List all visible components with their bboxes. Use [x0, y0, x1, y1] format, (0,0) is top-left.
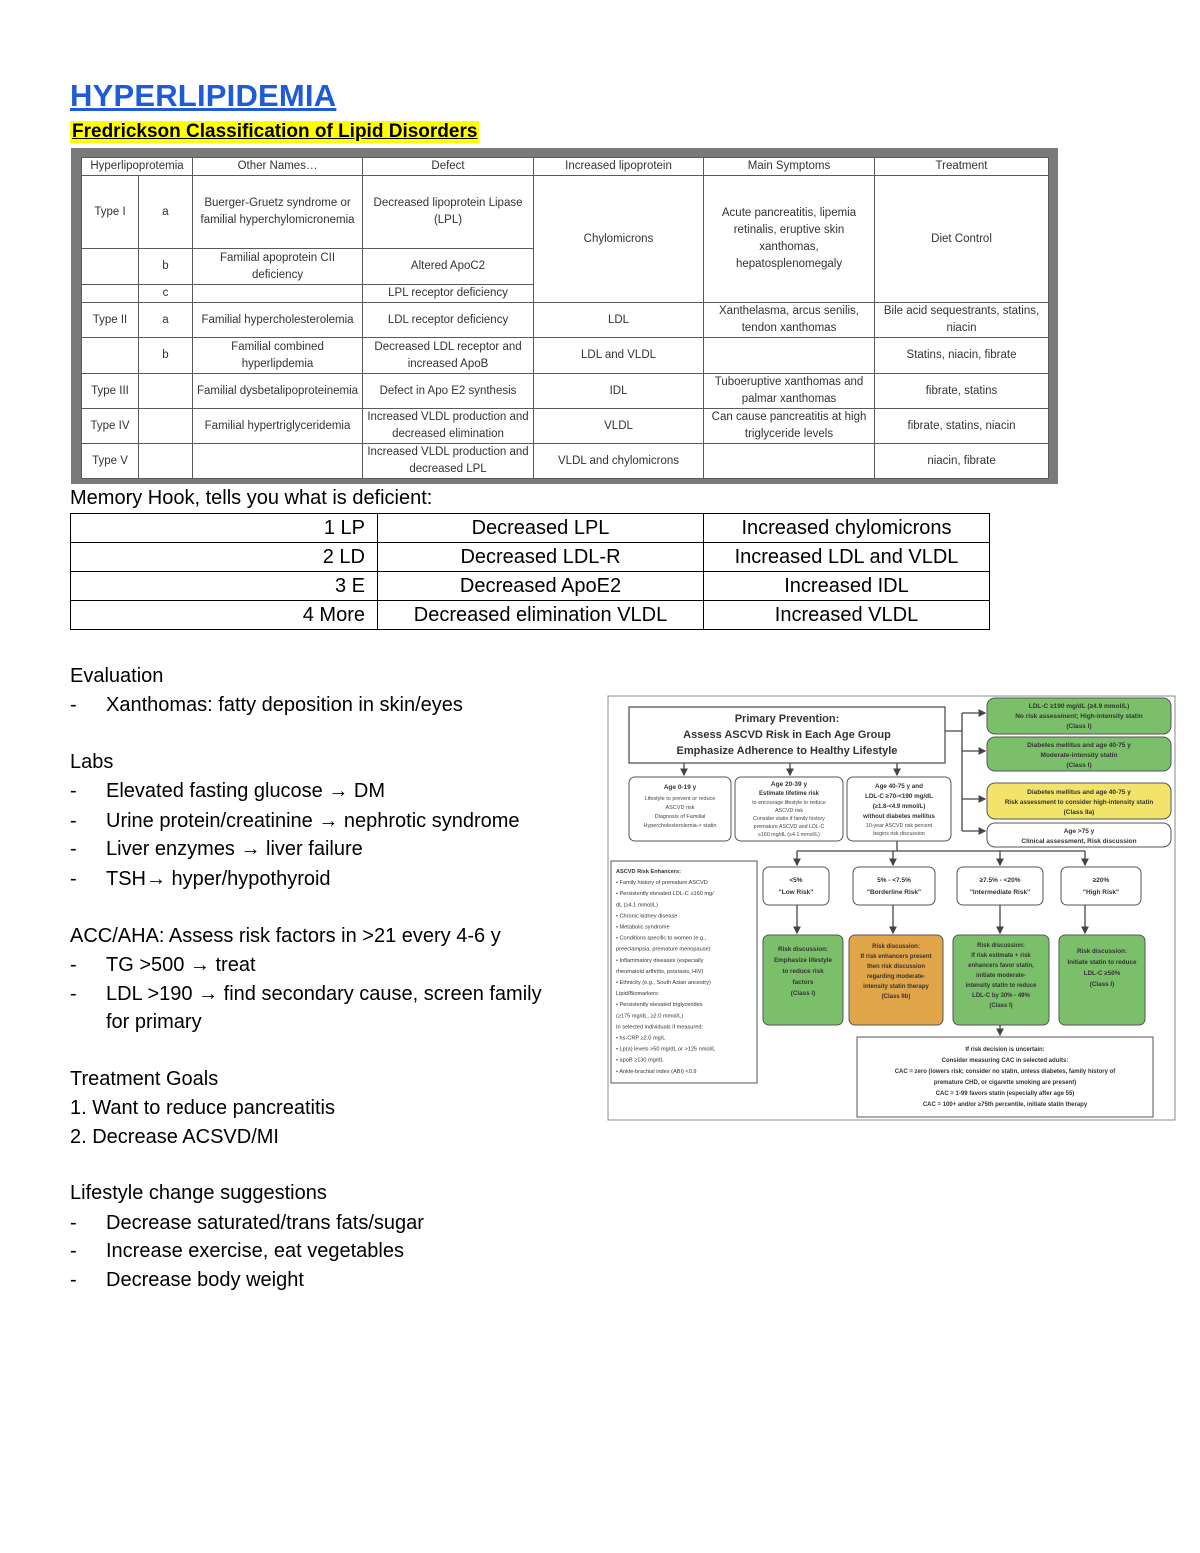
- flow-text: begins risk discussion: [873, 831, 925, 837]
- flow-text: Risk discussion:: [872, 944, 920, 950]
- table-cell: Decreased LDL-R: [378, 543, 704, 572]
- header-cell: Main Symptoms: [704, 158, 875, 176]
- table-cell: Defect in Apo E2 synthesis: [363, 374, 534, 409]
- flow-text: to encourage lifestyle to reduce: [752, 800, 826, 806]
- fredrickson-table-image: [71, 148, 1058, 484]
- flow-text: LDL-C ≥190 mg/dL (≥4.9 mmol/L): [1028, 703, 1130, 710]
- flow-text: Age 0-19 y: [663, 784, 697, 791]
- table-cell: Increased VLDL production and decreased LPL: [363, 444, 534, 479]
- low-risk-box: [763, 867, 829, 905]
- borderline-risk-box: [853, 867, 935, 905]
- flow-text: Assess ASCVD Risk in Each Age Group: [683, 729, 891, 741]
- table-cell: VLDL and chylomicrons: [534, 444, 704, 479]
- table-cell: Type II: [82, 303, 139, 338]
- flow-text: CAC = 1-99 favors statin (especially after age 55): [935, 1091, 1075, 1097]
- flow-text: ASCVD risk: [665, 805, 695, 811]
- flow-text: Risk discussion:: [777, 946, 829, 953]
- flow-text: Initiate statin to reduce: [1067, 959, 1137, 966]
- flow-text: (≥175 mg/dL, ≥2.0 mmol/L): [616, 1013, 684, 1020]
- list-item-text: Urine protein/creatinine → nephrotic syndrome: [106, 810, 520, 832]
- flow-text: Diabetes mellitus and age 40-75 y: [1027, 742, 1131, 749]
- table-cell: [82, 285, 139, 303]
- table-cell: LDL and VLDL: [534, 338, 704, 374]
- page-subtitle: Fredrickson Classification of Lipid Disorders: [72, 121, 478, 142]
- header-cell: Increased lipoprotein: [534, 158, 704, 176]
- table-cell: Familial hypercholesterolemia: [193, 303, 363, 338]
- table-row: [82, 444, 1049, 479]
- flow-text: LDL-C by 30% - 49%: [972, 993, 1030, 999]
- flow-text: Age >75 y: [1063, 828, 1095, 835]
- flow-text: Diabetes mellitus and age 40-75 y: [1027, 789, 1131, 796]
- flow-text: ≥20%: [1092, 877, 1110, 884]
- flow-text: CAC = zero (lowers risk; consider no statin, unless diabetes, family history of: [894, 1069, 1116, 1075]
- table-cell: 1 LP: [71, 514, 378, 543]
- table-cell: Increased LDL and VLDL: [704, 543, 990, 572]
- table-cell: [139, 409, 193, 444]
- table-cell: Xanthelasma, arcus senilis, tendon xanthomas: [704, 303, 875, 338]
- flow-text: LDL-C ≥70-<190 mg/dL: [864, 793, 934, 800]
- flow-text: premature ASCVD and LDL-C: [753, 824, 825, 830]
- table-header-row: [82, 158, 1049, 176]
- flow-text: premature CHD, or cigarette smoking are present): [933, 1080, 1077, 1086]
- lifestyle-heading: Lifestyle change suggestions: [70, 1182, 327, 1204]
- table-cell: b: [139, 338, 193, 374]
- table-cell: LDL receptor deficiency: [363, 303, 534, 338]
- table-cell: Familial combined hyperlipdemia: [193, 338, 363, 374]
- list-item: 2. Decrease ACSVD/MI: [70, 1126, 279, 1148]
- flow-text: Age 20-39 y: [770, 781, 808, 788]
- flow-text: "Low Risk": [778, 889, 814, 896]
- flow-text: intensity statin to reduce: [965, 983, 1037, 989]
- flow-text: No risk assessment; High-intensity statin: [1015, 713, 1143, 720]
- flow-text: Age 40-75 y and: [875, 783, 923, 790]
- list-item: 1. Want to reduce pancreatitis: [70, 1097, 335, 1119]
- table-cell: niacin, fibrate: [875, 444, 1049, 479]
- flow-text: (≥1.8-<4.9 mmol/L): [872, 804, 926, 810]
- flow-text: ≥160 mg/dL (≥4.1 mmol/L): [758, 832, 820, 838]
- table-row: [71, 543, 990, 572]
- flow-text: If risk enhancers present: [860, 954, 932, 960]
- flow-text: Emphasize lifestyle: [773, 957, 833, 964]
- table-cell: 3 E: [71, 572, 378, 601]
- flow-text: regarding moderate-: [866, 974, 926, 980]
- table-cell: [193, 444, 363, 479]
- flow-text: Risk assessment to consider high-intensity statin: [1004, 799, 1154, 806]
- treatment-goals-heading: Treatment Goals: [70, 1068, 219, 1090]
- table-row: [71, 601, 990, 630]
- table-cell: Chylomicrons: [534, 176, 704, 303]
- flow-text: • Inflammatory diseases (especially: [616, 957, 704, 964]
- table-cell: [704, 338, 875, 374]
- table-cell: [139, 444, 193, 479]
- flow-text: • Persistently elevated triglycerides: [616, 1002, 703, 1009]
- flow-text: • Persistently elevated LDL-C ≥160 mg/: [616, 891, 714, 898]
- table-cell: Bile acid sequestrants, statins, niacin: [875, 303, 1049, 338]
- flow-text: Moderate-intensity statin: [1040, 752, 1118, 759]
- flow-text: 10-year ASCVD risk percent: [865, 823, 933, 829]
- table-row: [71, 572, 990, 601]
- flow-text: Consider statin if family history: [753, 816, 825, 822]
- table-cell: Familial hypertriglyceridemia: [193, 409, 363, 444]
- table-cell: [704, 444, 875, 479]
- flow-text: preeclampsia, premature menopause): [616, 946, 711, 953]
- flow-text: (Class IIb): [881, 994, 911, 1000]
- table-cell: LDL: [534, 303, 704, 338]
- flow-text: (Class I): [989, 1003, 1013, 1009]
- flow-text: Consider measuring CAC in selected adults:: [941, 1058, 1069, 1064]
- intermediate-risk-box: [957, 867, 1043, 905]
- flow-text: • Family history of premature ASCVD: [616, 880, 708, 887]
- table-cell: [82, 338, 139, 374]
- table-cell: 4 More: [71, 601, 378, 630]
- flow-text: ASCVD risk: [775, 808, 803, 814]
- table-cell: Tuboeruptive xanthomas and palmar xanthomas: [704, 374, 875, 409]
- flow-text: Risk discussion:: [977, 943, 1025, 949]
- list-item-text: Xanthomas: fatty deposition in skin/eyes: [106, 694, 463, 716]
- flow-text: initiate moderate-: [975, 973, 1027, 979]
- table-cell: Decreased LDL receptor and increased ApoB: [363, 338, 534, 374]
- page-title: HYPERLIPIDEMIA: [70, 78, 337, 113]
- flow-text: Lifestyle to prevent or reduce: [644, 796, 716, 802]
- flow-text: (Class I): [1089, 981, 1115, 988]
- table-cell: b: [139, 249, 193, 285]
- list-item-text: TG >500 → treat: [106, 954, 256, 976]
- flow-text: • Ethnicity (e.g., South Asian ancestry): [616, 980, 711, 986]
- table-cell: fibrate, statins: [875, 374, 1049, 409]
- header-cell: Hyperlipoprotemia: [82, 158, 193, 176]
- table-cell: Type III: [82, 374, 139, 409]
- table-cell: Diet Control: [875, 176, 1049, 303]
- flow-text: If risk decision is uncertain:: [965, 1047, 1045, 1053]
- flow-text: "Borderline Risk": [866, 889, 922, 896]
- table-cell: [82, 249, 139, 285]
- table-cell: Type IV: [82, 409, 139, 444]
- ascvd-flowchart-image: [607, 695, 1176, 1121]
- table-cell: Familial dysbetalipoproteinemia: [193, 374, 363, 409]
- flowchart-svg: [607, 695, 1176, 1121]
- table-cell: Acute pancreatitis, lipemia retinalis, eruptive skin xanthomas, hepatosplenomegaly: [704, 176, 875, 303]
- flow-text: • Lp(a) levels >50 mg/dL or >125 nmol/L: [616, 1046, 716, 1053]
- flow-text: (Class I): [1066, 762, 1092, 769]
- flow-text: 5% - <7.5%: [877, 877, 911, 884]
- table-cell: Decreased elimination VLDL: [378, 601, 704, 630]
- table-cell: Increased VLDL production and decreased elimination: [363, 409, 534, 444]
- high-risk-box: [1061, 867, 1141, 905]
- flow-text: LDL-C ≥50%: [1083, 970, 1121, 977]
- table-cell: IDL: [534, 374, 704, 409]
- flow-text: (Class I): [790, 990, 816, 997]
- table-cell: Decreased LPL: [378, 514, 704, 543]
- list-item-text: Elevated fasting glucose → DM: [106, 780, 386, 802]
- header-cell: Other Names…: [193, 158, 363, 176]
- flow-text: • Metabolic syndrome: [616, 924, 670, 931]
- list-item-text: Decrease body weight: [106, 1269, 304, 1291]
- table-cell: Buerger-Gruetz syndrome or familial hyperchylomicronemia: [193, 176, 363, 249]
- table-cell: [139, 374, 193, 409]
- flow-text: Estimate lifetime risk: [758, 791, 820, 797]
- table-cell: Decreased lipoprotein Lipase (LPL): [363, 176, 534, 249]
- memory-hook-table: [70, 513, 990, 630]
- flow-text: (Class I): [1066, 723, 1092, 730]
- list-item-text: Increase exercise, eat vegetables: [106, 1240, 404, 1262]
- flow-text: • apoB ≥130 mg/dL: [616, 1057, 664, 1064]
- acc-aha-heading: ACC/AHA: Assess risk factors in >21 every 4-6 y: [70, 925, 501, 947]
- flow-text: then risk discussion: [866, 964, 926, 970]
- flow-text: Risk discussion:: [1076, 948, 1128, 955]
- flow-text: (Class IIa): [1063, 809, 1095, 816]
- flow-text: enhancers favor statin,: [968, 963, 1034, 969]
- flow-text: without diabetes mellitus: [863, 814, 935, 820]
- list-item-text: TSH→ hyper/hypothyroid: [106, 868, 331, 890]
- table-row: [71, 514, 990, 543]
- table-row: [82, 176, 1049, 249]
- table-cell: Can cause pancreatitis at high triglyceride levels: [704, 409, 875, 444]
- table-cell: Familial apoprotein CII deficiency: [193, 249, 363, 285]
- table-row: [82, 303, 1049, 338]
- table-cell: a: [139, 303, 193, 338]
- table-row: [82, 374, 1049, 409]
- table-cell: Type I: [82, 176, 139, 249]
- flow-text: If risk estimate + risk: [971, 953, 1031, 959]
- labs-heading: Labs: [70, 751, 114, 773]
- list-item-text: LDL >190 → find secondary cause, screen family: [106, 983, 542, 1005]
- table-cell: 2 LD: [71, 543, 378, 572]
- flow-text: factors: [792, 979, 814, 986]
- table-cell: LPL receptor deficiency: [363, 285, 534, 303]
- table-cell: c: [139, 285, 193, 303]
- evaluation-heading: Evaluation: [70, 665, 164, 687]
- table-cell: Statins, niacin, fibrate: [875, 338, 1049, 374]
- flow-text: CAC = 100+ and/or ≥75th percentile, initiate statin therapy: [922, 1102, 1088, 1108]
- table-cell: a: [139, 176, 193, 249]
- list-item-text: Decrease saturated/trans fats/sugar: [106, 1212, 424, 1234]
- table-cell: VLDL: [534, 409, 704, 444]
- table-row: [82, 409, 1049, 444]
- flow-text: to reduce risk: [782, 968, 824, 975]
- flow-text: ASCVD Risk Enhancers:: [616, 869, 681, 875]
- flow-text: Primary Prevention:: [734, 713, 840, 725]
- flow-text: <5%: [789, 877, 803, 884]
- flow-text: ≥7.5% - <20%: [979, 877, 1021, 884]
- flow-text: • hs-CRP ≥2.0 mg/L: [616, 1035, 666, 1042]
- flow-text: rheumatoid arthritis, psoriasis, HIV): [616, 968, 704, 975]
- header-cell: Defect: [363, 158, 534, 176]
- flow-text: • Ankle-brachial index (ABI) <0.9: [616, 1068, 697, 1075]
- memory-hook-label: Memory Hook, tells you what is deficient:: [70, 487, 433, 509]
- flow-text: Lipid/Biomarkers:: [616, 991, 660, 998]
- flow-text: "High Risk": [1082, 889, 1120, 896]
- table-cell: Increased chylomicrons: [704, 514, 990, 543]
- list-item-text: Liver enzymes → liver failure: [106, 838, 363, 860]
- table-cell: fibrate, statins, niacin: [875, 409, 1049, 444]
- table-cell: Type V: [82, 444, 139, 479]
- table-cell: Altered ApoC2: [363, 249, 534, 285]
- flow-text: • Chronic kidney disease: [616, 913, 678, 920]
- flow-text: Hypercholesterolemia-> statin: [643, 823, 717, 829]
- table-row: [82, 338, 1049, 374]
- list-item-text: for primary: [106, 1011, 202, 1033]
- table-cell: Increased VLDL: [704, 601, 990, 630]
- table-cell: Increased IDL: [704, 572, 990, 601]
- table-cell: [193, 285, 363, 303]
- flow-text: Clinical assessment, Risk discussion: [1021, 838, 1137, 845]
- flow-text: intensity statin therapy: [863, 984, 929, 990]
- header-cell: Treatment: [875, 158, 1049, 176]
- fredrickson-table: [81, 157, 1049, 479]
- table-cell: Decreased ApoE2: [378, 572, 704, 601]
- flow-text: dL (≥4.1 mmol/L): [616, 902, 659, 909]
- flow-text: Diagnosis of Familial: [654, 814, 706, 820]
- flow-text: Emphasize Adherence to Healthy Lifestyle: [676, 745, 898, 757]
- flow-text: • Conditions specific to women (e.g.,: [616, 935, 707, 942]
- flow-text: In selected individuals if measured:: [616, 1024, 704, 1031]
- flow-text: "Intermediate Risk": [969, 889, 1031, 896]
